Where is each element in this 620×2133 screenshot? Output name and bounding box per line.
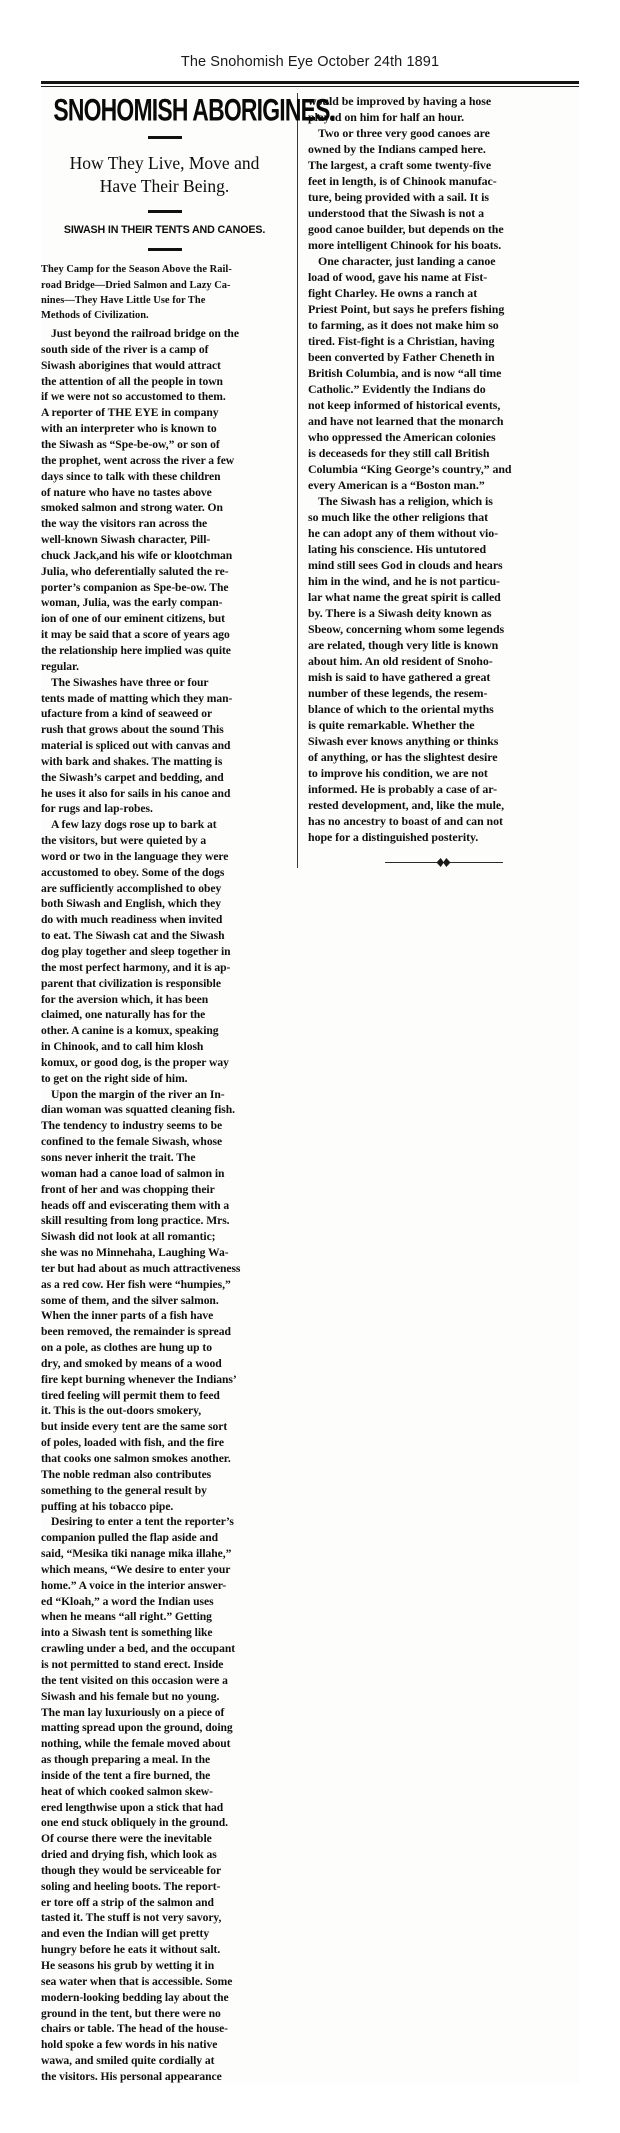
body-line: woman, Julia, was the early compan- bbox=[41, 596, 223, 610]
article-columns bbox=[41, 87, 579, 2085]
body-line: tents made of matting which they man- bbox=[41, 691, 233, 705]
body-line: more intelligent Chinook for his boats. bbox=[308, 238, 502, 252]
body-line: soling and heeling boots. The report- bbox=[41, 1879, 221, 1893]
body-line: material is spliced out with canvas and bbox=[41, 739, 231, 753]
body-line: ufacture from a kind of seaweed or bbox=[41, 707, 213, 721]
body-line: do with much readiness when invited bbox=[41, 913, 223, 927]
body-line: but inside every tent are the same sort bbox=[41, 1420, 228, 1434]
body-paragraph bbox=[308, 493, 579, 845]
body-line: understood that the Siwash is not a bbox=[308, 206, 484, 220]
body-line: to improve his condition, we are not bbox=[308, 766, 488, 780]
body-line: load of wood, gave his name at Fist- bbox=[308, 270, 488, 284]
body-line: good canoe builder, but depends on the bbox=[308, 222, 504, 236]
body-line: every American is a “Boston man.” bbox=[308, 478, 485, 492]
body-line: the visitors, but were quieted by a bbox=[41, 834, 207, 848]
body-paragraph bbox=[41, 1514, 288, 2084]
body-paragraph bbox=[308, 253, 579, 493]
body-line: when he means “all right.” Getting bbox=[41, 1610, 212, 1624]
body-line: both Siwash and English, which they bbox=[41, 897, 221, 911]
kicker-line: Methods of Civilization. bbox=[41, 309, 149, 321]
body-line: played on him for half an hour. bbox=[308, 110, 465, 124]
body-line: one end stuck obliquely in the ground. bbox=[41, 1816, 228, 1830]
body-line: the way the visitors ran across the bbox=[41, 517, 208, 531]
body-line: fight Charley. He owns a ranch at bbox=[308, 286, 478, 300]
kicker-line: They Camp for the Season Above the Rail- bbox=[41, 264, 232, 276]
body-line: er tore off a strip of the salmon and bbox=[41, 1895, 214, 1909]
body-line: number of these legends, the resem- bbox=[308, 686, 488, 700]
body-line: the Siwash’s carpet and bedding, and bbox=[41, 770, 224, 784]
article-clipping bbox=[41, 81, 579, 2085]
body-line: on a pole, as clothes are hung up to bbox=[41, 1341, 212, 1355]
body-line: hold spoke a few words in his native bbox=[41, 2038, 218, 2052]
body-line: puffing at his tobacco pipe. bbox=[41, 1499, 174, 1513]
body-line: it. This is the out-doors smokery, bbox=[41, 1404, 202, 1418]
body-line: The tendency to industry seems to be bbox=[41, 1119, 223, 1133]
body-line: smoked salmon and strong water. On bbox=[41, 501, 223, 515]
body-line: the prophet, went across the river a few bbox=[41, 453, 235, 467]
body-line: ion of one of our eminent citizens, but bbox=[41, 612, 225, 626]
body-line: confined to the female Siwash, whose bbox=[41, 1135, 223, 1149]
body-line: and have not learned that the monarch bbox=[308, 414, 504, 428]
body-line: hope for a distinguished posterity. bbox=[308, 830, 479, 844]
body-line: companion pulled the flap aside and bbox=[41, 1531, 219, 1545]
body-line: Upon the margin of the river an In- bbox=[51, 1087, 225, 1101]
body-line: heads off and eviscerating them with a bbox=[41, 1198, 230, 1212]
body-line: by. There is a Siwash deity known as bbox=[308, 606, 492, 620]
body-line: rush that grows about the sound This bbox=[41, 723, 224, 737]
body-line: dried and drying fish, which look as bbox=[41, 1848, 217, 1862]
body-line: of nature who have no tastes above bbox=[41, 485, 212, 499]
body-line: The man lay luxuriously on a piece of bbox=[41, 1705, 225, 1719]
body-line: to get on the right side of him. bbox=[41, 1071, 188, 1085]
body-line: informed. He is probably a case of ar- bbox=[308, 782, 497, 796]
body-line: The largest, a craft some twenty-five bbox=[308, 158, 492, 172]
body-line: who oppressed the American colonies bbox=[308, 430, 496, 444]
headline-deck-line: Have Their Being. bbox=[99, 175, 230, 196]
headline-deck-line: How They Live, Move and bbox=[69, 153, 260, 173]
body-line: porter’s companion as Spe-be-ow. The bbox=[41, 580, 229, 594]
body-line: to farming, as it does not make him so bbox=[308, 318, 499, 332]
body-line: komux, or good dog, is the proper way bbox=[41, 1055, 229, 1069]
body-line: dry, and smoked by means of a wood bbox=[41, 1356, 222, 1370]
body-line: south side of the river is a camp of bbox=[41, 342, 209, 356]
body-line: well-known Siwash character, Pill- bbox=[41, 533, 211, 547]
headline-subhead: SIWASH IN THEIR TENTS AND CANOES. bbox=[63, 223, 266, 236]
body-line: Julia, who deferentially saluted the re- bbox=[41, 564, 229, 578]
body-line: parent that civilization is responsible bbox=[41, 976, 221, 990]
deck-divider-1 bbox=[148, 136, 182, 139]
body-line: owned by the Indians camped here. bbox=[308, 142, 486, 156]
body-paragraph bbox=[41, 1087, 288, 1515]
body-line: the tent visited on this occasion were a bbox=[41, 1673, 228, 1687]
body-line: chairs or table. The head of the house- bbox=[41, 2022, 228, 2036]
body-line: matting spread upon the ground, doing bbox=[41, 1721, 233, 1735]
body-line: is not permitted to stand erect. Inside bbox=[41, 1657, 224, 1671]
body-line: crawling under a bed, and the occupant bbox=[41, 1642, 236, 1656]
body-line: wawa, and smiled quite cordially at bbox=[41, 2054, 215, 2068]
body-line: lar what name the great spirit is called bbox=[308, 590, 501, 604]
body-line: is deceaseds for they still call British bbox=[308, 446, 490, 460]
body-line: tired feeling will permit them to feed bbox=[41, 1388, 220, 1402]
body-line: modern-looking bedding lay about the bbox=[41, 1990, 229, 2004]
body-line: has no ancestry to boast of and can not bbox=[308, 814, 503, 828]
body-line: not keep informed of historical events, bbox=[308, 398, 501, 412]
body-line: been converted by Father Cheneth in bbox=[308, 350, 495, 364]
body-line: are related, though very litle is known bbox=[308, 638, 499, 652]
diamond-icon bbox=[437, 858, 451, 867]
end-ornament-icon bbox=[385, 858, 503, 868]
body-line: mish is said to have gathered a great bbox=[308, 670, 491, 684]
body-line: into a Siwash tent is something like bbox=[41, 1626, 213, 1640]
body-line: dog play together and sleep together in bbox=[41, 945, 231, 958]
right-column bbox=[297, 93, 579, 868]
body-line: ter but had about as much attractiveness bbox=[41, 1261, 241, 1275]
body-paragraph bbox=[41, 326, 288, 675]
body-line: would be improved by having a hose bbox=[308, 94, 492, 108]
body-line: British Columbia, and is now “all time bbox=[308, 366, 502, 380]
body-line: for the aversion which, it has been bbox=[41, 992, 209, 1006]
body-line: Siwash did not look at all romantic; bbox=[41, 1230, 216, 1244]
kicker-line: nines—They Have Little Use for The bbox=[41, 294, 206, 306]
headline-deck bbox=[41, 152, 288, 198]
body-line: Desiring to enter a tent the reporter’s bbox=[51, 1515, 234, 1529]
body-line: Catholic.” Evidently the Indians do bbox=[308, 382, 486, 396]
body-line: are sufficiently accomplished to obey bbox=[41, 881, 222, 895]
body-line: said, “Mesika tiki nanage mika illahe,” bbox=[41, 1547, 232, 1561]
body-line: Sbeow, concerning whom some legends bbox=[308, 622, 505, 636]
body-line: When the inner parts of a fish have bbox=[41, 1309, 214, 1323]
body-line: accustomed to obey. Some of the dogs bbox=[41, 865, 225, 879]
body-line: The Siwashes have three or four bbox=[51, 675, 209, 689]
headline-kicker bbox=[41, 262, 288, 323]
body-line: sea water when that is accessible. Some bbox=[41, 1974, 233, 1988]
body-line: tired. Fist-fight is a Christian, having bbox=[308, 334, 495, 348]
body-line: One character, just landing a canoe bbox=[318, 254, 496, 268]
body-line: mind still sees God in clouds and hears bbox=[308, 558, 503, 572]
body-line: him in the wind, and he is not particu- bbox=[308, 574, 500, 588]
body-line: Just beyond the railroad bridge on the bbox=[51, 327, 239, 341]
body-line: Of course there were the inevitable bbox=[41, 1832, 212, 1846]
body-line: he can adopt any of them without vio- bbox=[308, 526, 499, 540]
left-column bbox=[41, 93, 336, 2085]
body-line: Priest Point, but says he prefers fishing bbox=[308, 302, 505, 316]
body-line: ed “Kloah,” a word the Indian uses bbox=[41, 1594, 214, 1608]
kicker-line: road Bridge—Dried Salmon and Lazy Ca- bbox=[41, 279, 231, 291]
body-line: if we were not so accustomed to them. bbox=[41, 390, 226, 404]
body-line: regular. bbox=[41, 659, 79, 673]
body-line: ered lengthwise upon a stick that had bbox=[41, 1800, 224, 1814]
body-line: is quite remarkable. Whether the bbox=[308, 718, 475, 732]
page-caption: The Snohomish Eye October 24th 1891 bbox=[180, 54, 440, 70]
body-line: blance of which to the oriental myths bbox=[308, 702, 494, 716]
body-line: Two or three very good canoes are bbox=[318, 126, 490, 140]
body-line: that cooks one salmon smokes another. bbox=[41, 1452, 231, 1465]
body-line: in Chinook, and to call him klosh bbox=[41, 1040, 204, 1054]
body-paragraph bbox=[41, 675, 288, 818]
body-line: the visitors. His personal appearance bbox=[41, 2069, 222, 2083]
body-paragraph bbox=[308, 93, 579, 125]
body-line: rested development, and, like the mule, bbox=[308, 798, 504, 812]
body-line: about him. An old resident of Snoho- bbox=[308, 654, 493, 668]
body-line: other. A canine is a komux, speaking bbox=[41, 1024, 219, 1038]
body-line: A few lazy dogs rose up to bark at bbox=[51, 818, 217, 832]
body-line: some of them, and the silver salmon. bbox=[41, 1293, 219, 1307]
body-line: skill resulting from long practice. Mrs. bbox=[41, 1214, 230, 1228]
body-line: as though preparing a meal. In the bbox=[41, 1753, 211, 1767]
body-line: lating his conscience. His untutored bbox=[308, 542, 487, 556]
deck-divider-2 bbox=[148, 210, 182, 213]
body-line: chuck Jack,and his wife or klootchman bbox=[41, 548, 233, 562]
body-line: which means, “We desire to enter your bbox=[41, 1562, 231, 1576]
body-line: woman had a canoe load of salmon in bbox=[41, 1166, 225, 1180]
body-line: the Siwash as “Spe-be-ow,” or son of bbox=[41, 438, 220, 451]
body-line: sons never inherit the trait. The bbox=[41, 1150, 196, 1164]
body-line: been removed, the remainder is spread bbox=[41, 1325, 231, 1339]
body-line: the relationship here implied was quite bbox=[41, 643, 231, 657]
body-line: days since to talk with these children bbox=[41, 469, 221, 483]
body-line: so much like the other religions that bbox=[308, 510, 489, 524]
body-line: The Siwash has a religion, which is bbox=[318, 494, 493, 508]
body-line: front of her and was chopping their bbox=[41, 1182, 215, 1196]
body-line: with an interpreter who is known to bbox=[41, 422, 217, 436]
deck-divider-3 bbox=[148, 248, 182, 251]
body-line: inside of the tent a fire burned, the bbox=[41, 1768, 211, 1782]
body-line: of anything, or has the slightest desire bbox=[308, 750, 498, 764]
body-line: she was no Minnehaha, Laughing Wa- bbox=[41, 1246, 229, 1260]
body-line: ground in the tent, but there were no bbox=[41, 2006, 221, 2020]
body-line: tasted it. The stuff is not very savory, bbox=[41, 1911, 222, 1925]
body-line: The noble redman also contributes bbox=[41, 1467, 212, 1481]
body-line: Siwash and his female but no young. bbox=[41, 1689, 220, 1703]
body-line: feet in length, is of Chinook manufac- bbox=[308, 174, 497, 188]
body-line: for rugs and lap-robes. bbox=[41, 802, 153, 816]
body-line: home.” A voice in the interior answer- bbox=[41, 1578, 227, 1592]
body-line: hungry before he eats it without salt. bbox=[41, 1943, 221, 1957]
body-line: claimed, one naturally has for the bbox=[41, 1008, 206, 1022]
body-line: fire kept burning whenever the Indians’ bbox=[41, 1372, 237, 1386]
body-line: of poles, loaded with fish, and the fire bbox=[41, 1436, 224, 1450]
body-line: as a red cow. Her fish were “humpies,” bbox=[41, 1277, 231, 1291]
body-line: ture, being provided with a sail. It is bbox=[308, 190, 489, 204]
body-line: Siwash aborigines that would attract bbox=[41, 358, 221, 372]
right-column-body bbox=[308, 93, 579, 845]
body-line: dian woman was squatted cleaning fish. bbox=[41, 1103, 235, 1117]
body-line: heat of which cooked salmon skew- bbox=[41, 1784, 213, 1798]
body-line: to eat. The Siwash cat and the Siwash bbox=[41, 929, 225, 943]
body-line: He seasons his grub by wetting it in bbox=[41, 1959, 215, 1972]
body-line: the attention of all the people in town bbox=[41, 374, 223, 388]
body-line: he uses it also for sails in his canoe and bbox=[41, 786, 231, 800]
body-line: though they would be serviceable for bbox=[41, 1863, 222, 1877]
body-line: with bark and shakes. The matting is bbox=[41, 754, 223, 768]
body-paragraph bbox=[41, 817, 288, 1086]
left-column-body bbox=[41, 326, 288, 2085]
body-line: it may be said that a score of years ago bbox=[41, 628, 230, 642]
body-line: nothing, while the female moved about bbox=[41, 1737, 231, 1751]
body-line: Columbia “King George’s country,” and bbox=[308, 462, 512, 476]
body-line: Siwash ever knows anything or thinks bbox=[308, 734, 499, 748]
body-line: the most perfect harmony, and it is ap- bbox=[41, 960, 231, 974]
body-paragraph bbox=[308, 125, 579, 253]
body-line: word or two in the language they were bbox=[41, 849, 229, 863]
body-line: something to the general result by bbox=[41, 1483, 207, 1497]
body-line: and even the Indian will get pretty bbox=[41, 1927, 210, 1941]
body-line: A reporter of THE EYE in company bbox=[41, 406, 219, 420]
headline-main: SNOHOMISH ABORIGINES. bbox=[53, 93, 336, 128]
